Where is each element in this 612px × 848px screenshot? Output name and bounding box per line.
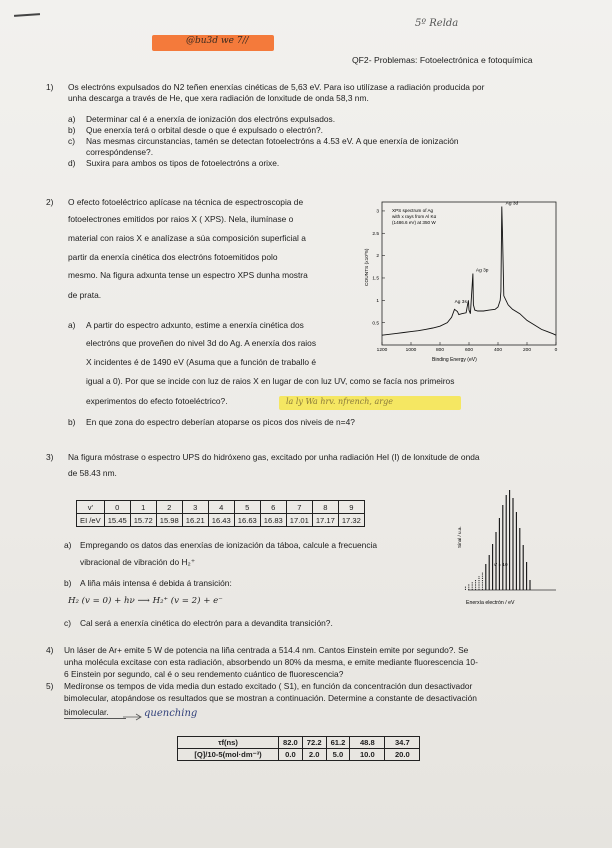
table-cell: 6 (260, 501, 286, 514)
xps-ytick-label: 2.5 (372, 231, 379, 237)
xps-ylabel: COUNTS (x10^5) (365, 248, 370, 286)
q1-d-text: Suxira para ambos os tipos de fotoelectróns a orixe. (86, 158, 280, 168)
xps-xtick-label: 1000 (405, 348, 417, 353)
q2-a-line-1: A partir do espectro adxunto, estime a enerxía cinética dos (86, 320, 304, 330)
q3-equation: H₂ (v = 0) + hν ⟶ H₂⁺ (v = 2) + e⁻ (68, 596, 223, 606)
page-title: QF2- Problemas: Fotoelectrónica e fotoquímica (352, 55, 533, 65)
q1-number: 1) (46, 82, 54, 92)
q2-line-4: partir da enerxía cinética dos electróns fotoemitidos polo (68, 252, 278, 262)
table-cell: 0.0 (279, 749, 303, 761)
q4-line-1: Un láser de Ar+ emite 5 W de potencia na liña centrada a 514.4 nm. Cantos Einstein emite por segundo?. Se (64, 645, 469, 655)
table-cell: 9 (338, 501, 364, 514)
xps-title-line-2: with x rays from Al Kα (392, 214, 437, 219)
ups-xlabel: Enerxía electrón / eV (466, 600, 515, 606)
table-cell: 15.72 (130, 514, 156, 527)
table-header-q: [Q]/10-5(mol·dm⁻³) (178, 749, 279, 761)
xps-xlabel: Binding Energy (eV) (432, 357, 477, 363)
q2-number: 2) (46, 197, 54, 207)
table-cell: 61.2 (326, 737, 350, 749)
xps-peak-label: Ag 3s (454, 299, 467, 305)
q2-b-label: b) (68, 417, 76, 427)
table-cell: 0 (104, 501, 130, 514)
q4-number: 4) (46, 645, 54, 655)
table-cell: 34.7 (385, 737, 420, 749)
table-cell: 16.43 (208, 514, 234, 527)
ups-annotation: v' = 10 (494, 562, 508, 567)
ionization-energy-table (76, 500, 365, 527)
q1-a-text: Determinar cal é a enerxía de ionización dos electróns expulsados. (86, 114, 336, 124)
xps-xtick-label: 0 (554, 348, 558, 353)
xps-title-line-3: (1486.6 eV) at 350 W (392, 220, 436, 225)
table-row (178, 749, 420, 761)
q5-line-3: bimolecular. (64, 707, 109, 717)
pen-mark (14, 13, 40, 16)
q3-b-text: A liña máis intensa é debida á transición: (80, 578, 232, 588)
table-cell: 17.32 (338, 514, 364, 527)
table-header-tau: τf(ns) (178, 737, 279, 749)
lifetime-table (177, 736, 420, 761)
q3-c-label: c) (64, 618, 71, 628)
q3-c-text: Cal será a enerxía cinética do electrón para a devandita transición?. (80, 618, 333, 628)
xps-xtick-label: 1200 (376, 348, 388, 353)
q2-handwritten-note: la ly Wa hrv. nfrench, arge (286, 397, 393, 406)
xps-xtick-label: 800 (435, 348, 445, 353)
q2-line-1: O efecto fotoeléctrico aplícase na técnica de espectroscopia de (68, 197, 304, 207)
stamp-text: @bu3d we 7// (186, 36, 249, 46)
table-cell: 2 (156, 501, 182, 514)
table-cell: 8 (312, 501, 338, 514)
xps-ytick-label: 2 (376, 254, 379, 260)
q5-handwritten-note: quenching (144, 708, 198, 719)
q4-line-2: unha molécula excitase con esta radiación, absorbendo un 80% da mesma, e emite mediante fluorescencia 10- (64, 657, 478, 667)
xps-ytick-label: 1 (376, 298, 379, 304)
q3-b-label: b) (64, 578, 72, 588)
xps-ytick-label: 1.5 (372, 276, 379, 282)
table-cell: 72.2 (302, 737, 326, 749)
q3-number: 3) (46, 452, 54, 462)
xps-xtick-label: 600 (464, 348, 474, 353)
table-cell: 82.0 (279, 737, 303, 749)
q1-c-text-2: correspóndense?. (86, 147, 154, 157)
q1-line-2: unha descarga a través de He, que xera radiación de lonxitude de onda 58,3 nm. (68, 93, 369, 103)
q1-d-label: d) (68, 158, 76, 168)
xps-peak-label: Ag 3p (475, 268, 489, 274)
q4-line-3: 6 Einstein por segundo, cal é o seu rendemento cuántico de fluorescencia? (64, 669, 344, 679)
q1-b-label: b) (68, 125, 76, 135)
table-cell: 17.01 (286, 514, 312, 527)
q3-a-line-1: Empregando os datos das enerxías de ionización da táboa, calcule a frecuencia (80, 540, 378, 550)
q2-a-line-5: experimentos do efecto fotoeléctrico?. (86, 396, 228, 406)
q3-a-line-2: vibracional de vibración do H₂⁺ (80, 557, 196, 567)
table-cell: 16.21 (182, 514, 208, 527)
q2-line-6: de prata. (68, 290, 102, 300)
handwritten-underline (64, 718, 126, 719)
table-cell: 15.98 (156, 514, 182, 527)
q3-line-2: de 58.43 nm. (68, 468, 117, 478)
table-row (178, 737, 420, 749)
table-cell: 5 (234, 501, 260, 514)
q1-line-1: Os electróns expulsados do N2 teñen enerxías cinéticas de 5,63 eV. Para iso utilízase a radiación producida por (68, 82, 485, 92)
table-cell: 7 (286, 501, 312, 514)
table-row (77, 514, 365, 527)
table-cell: 20.0 (385, 749, 420, 761)
q3-line-1: Na figura móstrase o espectro UPS do hidróxeno gas, excitado por unha radiación HeI (I) de lonxitude de onda (68, 452, 480, 462)
xps-ytick-label: 3 (376, 209, 379, 215)
table-cell: 10.0 (350, 749, 385, 761)
table-cell: 48.8 (350, 737, 385, 749)
table-row (77, 501, 365, 514)
q1-a-label: a) (68, 114, 76, 124)
table-cell: 17.17 (312, 514, 338, 527)
table-cell: 15.45 (104, 514, 130, 527)
table-cell: 16.63 (234, 514, 260, 527)
q2-a-line-2: electróns que proveñen do nivel 3d do Ag. A enerxía dos raios (86, 338, 317, 348)
xps-title-line-1: XPS spectrum of Ag (392, 208, 434, 213)
q5-number: 5) (46, 681, 54, 691)
ups-spectrum-chart (452, 478, 560, 612)
table-cell: 3 (182, 501, 208, 514)
handwritten-arrow (122, 712, 144, 722)
xps-ytick-label: 0.5 (372, 321, 379, 327)
q2-b-text: En que zona do espectro deberían atoparse os picos dos niveis de n=4? (86, 417, 355, 427)
xps-xtick-label: 400 (493, 348, 503, 353)
q1-b-text: Que enerxía terá o orbital desde o que é expulsado o electrón?. (86, 125, 323, 135)
table-cell: 1 (130, 501, 156, 514)
q2-line-2: fotoelectrones emitidos por raios X ( XPS). Nela, ilumínase o (68, 214, 294, 224)
xps-xtick-label: 200 (522, 348, 532, 353)
q5-line-2: bimolecular, atopándose os resultados que se mostran a continuación. Determine a constante de desactivación (64, 693, 477, 703)
q5-line-1: Medíronse os tempos de vida media dun estado excitado ( S1), en función da concentración dun desactivador (64, 681, 473, 691)
handwritten-course-mark: 5º Relda (415, 18, 459, 29)
table-cell: 2.0 (302, 749, 326, 761)
q2-a-label: a) (68, 320, 76, 330)
q3-a-label: a) (64, 540, 72, 550)
xps-peak-label: Ag 3d (505, 201, 519, 207)
q2-line-3: material con raios X e analízase a súa composición superficial a (68, 233, 306, 243)
table-cell: 16.83 (260, 514, 286, 527)
q2-a-line-4: igual a 0). Por que se incide con luz de raios X en lugar de con luz UV, como se facía nos primeiros (86, 376, 455, 386)
xps-spectrum-chart (360, 196, 566, 368)
ups-ylabel: Sinal / u.a. (457, 526, 462, 548)
xps-spectrum-line (382, 207, 556, 336)
q2-line-5: mesmo. Na figura adxunta tense un espectro XPS dunha mostra (68, 270, 308, 280)
table-cell: 4 (208, 501, 234, 514)
q2-a-line-3: X incidentes é de 1490 eV (Asuma que a función de traballo é (86, 357, 317, 367)
q1-c-text: Nas mesmas circunstancias, tamén se detectan fotoelectróns a 4.53 eV. A que enerxía de ionización (86, 136, 459, 146)
table-header-v: v' (77, 501, 105, 514)
table-header-ei: EI /eV (77, 514, 105, 527)
table-cell: 5.0 (326, 749, 350, 761)
q1-c-label: c) (68, 136, 75, 146)
